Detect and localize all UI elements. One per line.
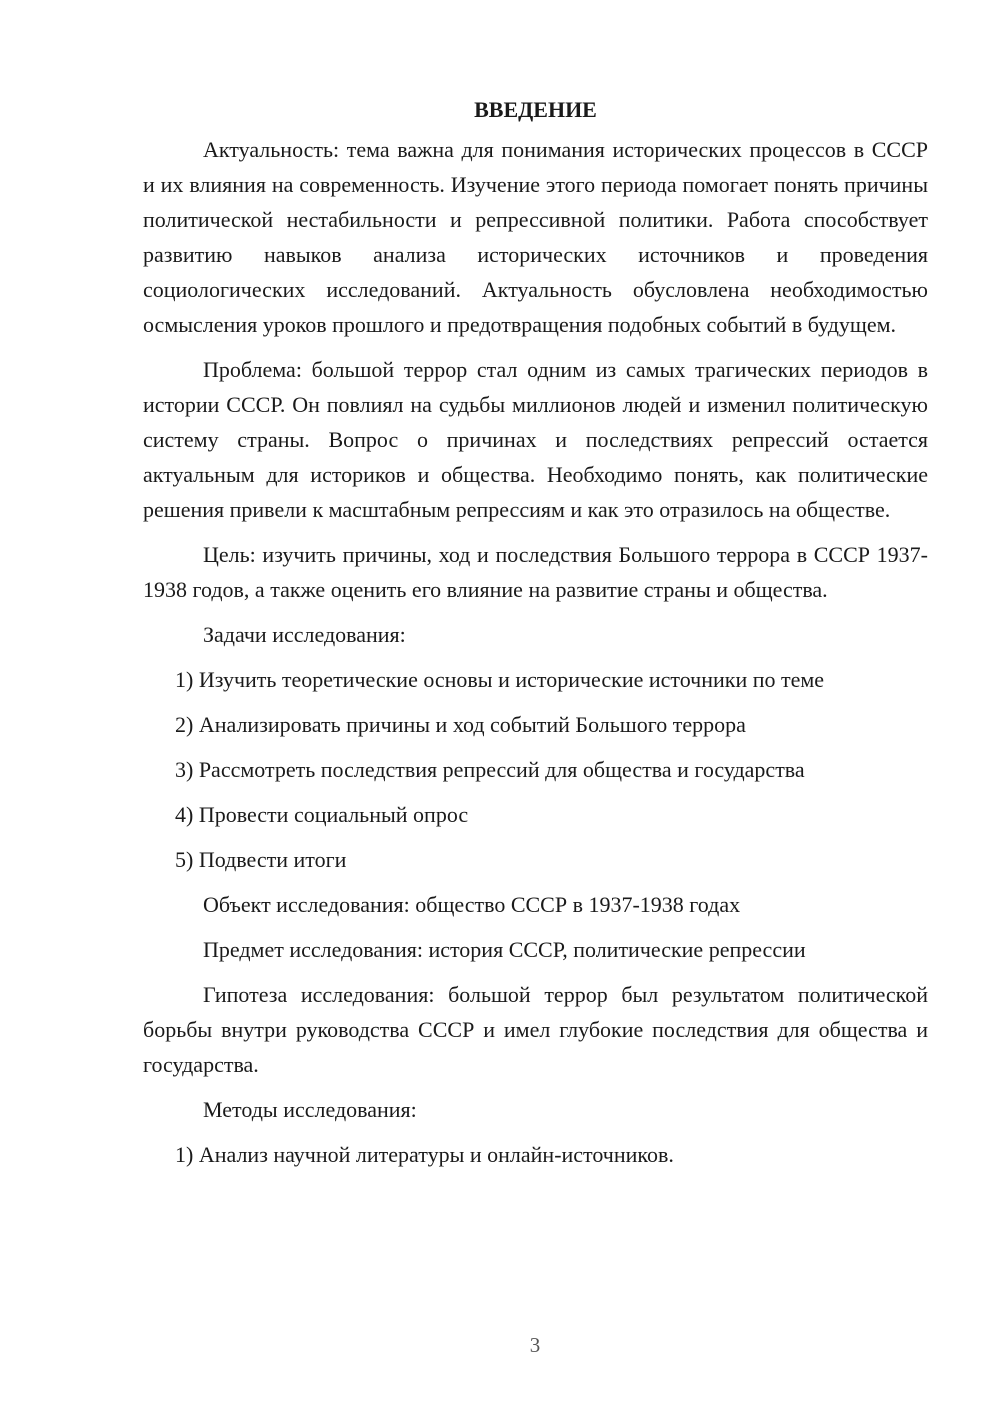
page-number: 3 (529, 1333, 541, 1357)
hypothesis-paragraph: Гипотеза исследования: большой террор был результатом политической борьбы внутри руководства СССР и имел глубокие последствия для общества и государства. (143, 982, 928, 1077)
section-title: ВВЕДЕНИЕ (474, 97, 597, 122)
task-item: 1) Изучить теоретические основы и исторические источники по теме (175, 667, 825, 692)
task-item: 5) Подвести итоги (175, 847, 347, 872)
task-item: 4) Провести социальный опрос (175, 802, 469, 827)
relevance-paragraph: Актуальность: тема важна для понимания исторических процессов в СССР и их влияния на современность. Изучение этого периода помогает понять причины политической нестабильности и репрессивной политики. Работа способствует развитию навыков анализа исторических источников и проведения социологических исследований. Актуальность обусловлена необходимостью осмысления уроков прошлого и предотвращения подобных событий в будущем. (143, 137, 928, 337)
page-content (143, 92, 928, 1182)
goal-paragraph: Цель: изучить причины, ход и последствия Большого террора в СССР 1937-1938 годов, а также оценить его влияние на развитие страны и общества. (143, 542, 928, 602)
problem-paragraph: Проблема: большой террор стал одним из самых трагических периодов в истории СССР. Он повлиял на судьбы миллионов людей и изменил политическую систему страны. Вопрос о причинах и последствиях репрессий остается актуальным для историков и общества. Необходимо понять, как политические решения привели к масштабным репрессиям и как это отразилось на обществе. (143, 357, 928, 522)
task-item: 2) Анализировать причины и ход событий Большого террора (175, 712, 746, 737)
research-subject: Предмет исследования: история СССР, политические репрессии (203, 937, 806, 962)
methods-heading: Методы исследования: (203, 1097, 417, 1122)
research-object: Объект исследования: общество СССР в 1937-1938 годах (203, 892, 741, 917)
task-item: 3) Рассмотреть последствия репрессий для общества и государства (175, 757, 805, 782)
tasks-heading: Задачи исследования: (203, 622, 406, 647)
method-item: 1) Анализ научной литературы и онлайн-источников. (175, 1142, 674, 1167)
